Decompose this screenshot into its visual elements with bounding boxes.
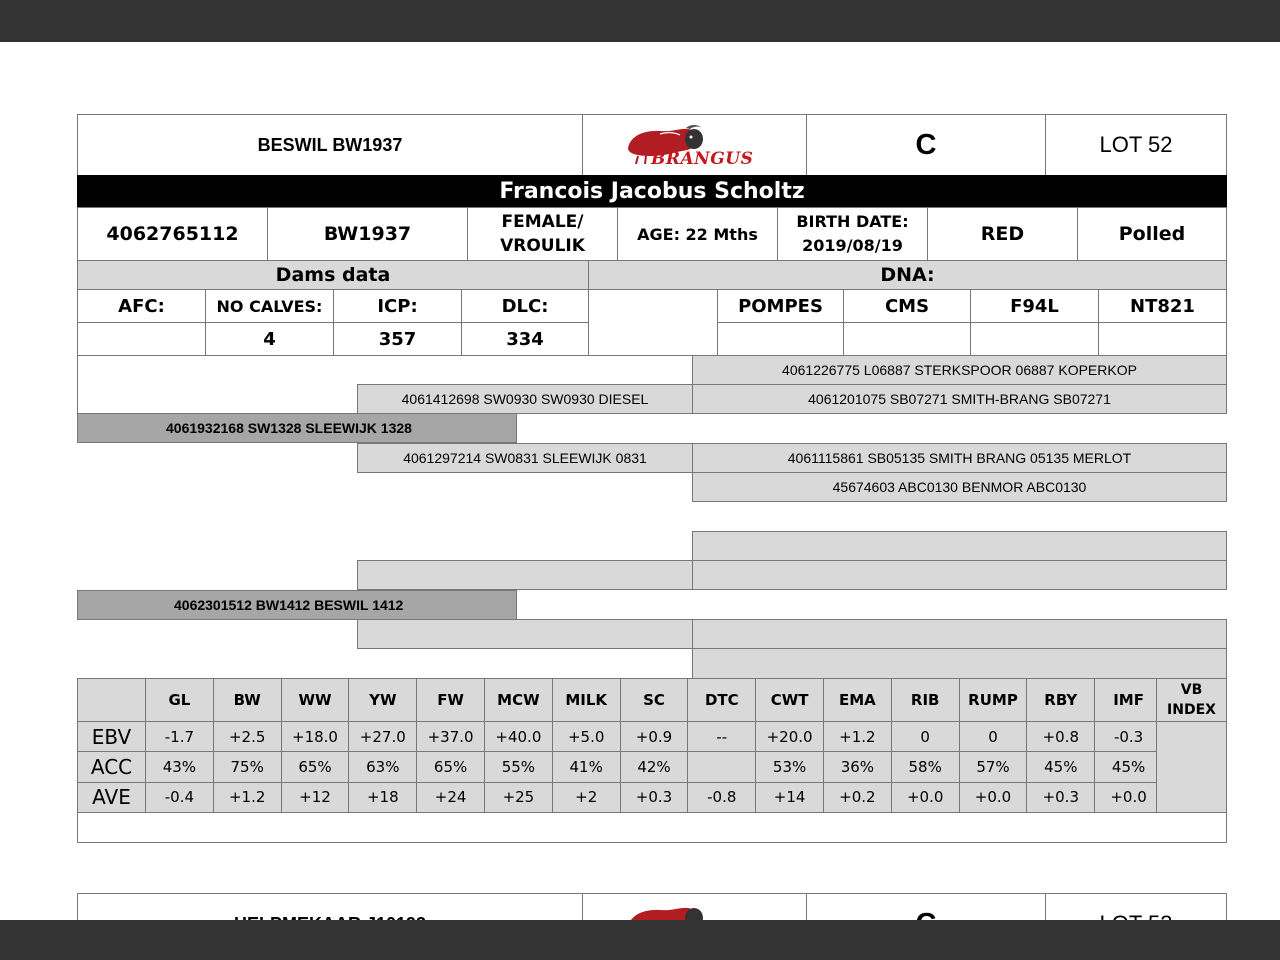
ebv-col-gl: GL xyxy=(145,678,214,722)
dna-label-nt821: NT821 xyxy=(1098,289,1227,323)
ebv-cell-ave-dtc: -0.8 xyxy=(687,782,756,813)
ebv-col-mcw: MCW xyxy=(484,678,553,722)
class-grade: C xyxy=(806,114,1046,176)
ebv-col-bw: BW xyxy=(213,678,282,722)
pedigree-dam-sire xyxy=(357,560,693,590)
birth-date xyxy=(777,207,928,261)
registration-number: 4062765112 xyxy=(77,207,268,261)
ebv-cell-ebv-dtc: -- xyxy=(687,721,756,752)
vb-index-line-2: INDEX xyxy=(1167,702,1216,718)
ebv-cell-acc-gl: 43% xyxy=(145,751,214,782)
ebv-cell-ebv-mcw: +40.0 xyxy=(484,721,553,752)
pedigree-dam-sire-dam xyxy=(692,560,1227,590)
animal-id: BW1937 xyxy=(267,207,468,261)
ebv-cell-acc-sc: 42% xyxy=(620,751,689,782)
ebv-cell-acc-ema: 36% xyxy=(823,751,892,782)
ebv-col-rib: RIB xyxy=(891,678,960,722)
ebv-cell-ave-rump: +0.0 xyxy=(959,782,1028,813)
ebv-cell-acc-rib: 58% xyxy=(891,751,960,782)
afc-label: AFC: xyxy=(77,289,206,323)
pedigree-dam-dam xyxy=(357,619,693,649)
dlc-label: DLC: xyxy=(461,289,589,323)
ebv-cell-ebv-cwt: +20.0 xyxy=(755,721,824,752)
birth-date-value: 2019/08/19 xyxy=(802,236,903,255)
ebv-cell-ave-fw: +24 xyxy=(416,782,485,813)
comments-row xyxy=(77,812,1227,843)
ebv-cell-ave-imf: +0.0 xyxy=(1094,782,1163,813)
ebv-cell-ebv-milk: +5.0 xyxy=(552,721,621,752)
ebv-cell-ebv-sc: +0.9 xyxy=(620,721,689,752)
ebv-cell-ave-milk: +2 xyxy=(552,782,621,813)
ebv-cell-acc-cwt: 53% xyxy=(755,751,824,782)
ebv-cell-ave-bw: +1.2 xyxy=(213,782,282,813)
pedigree-sire-dam: 4061297214 SW0831 SLEEWIJK 0831 xyxy=(357,443,693,473)
ebv-cell-ave-ema: +0.2 xyxy=(823,782,892,813)
sex-line-1: FEMALE/ xyxy=(501,212,584,232)
pedigree-dam-dam-dam xyxy=(692,648,1227,679)
vb-index-line-1: VB xyxy=(1180,682,1203,698)
dna-blank xyxy=(588,289,718,356)
ebv-cell-acc-dtc xyxy=(687,751,756,782)
ebv-col-sc: SC xyxy=(620,678,689,722)
age: AGE: 22 Mths xyxy=(617,207,778,261)
pedigree-sire-sire: 4061412698 SW0930 SW0930 DIESEL xyxy=(357,384,693,414)
ebv-cell-ebv-rump: 0 xyxy=(959,721,1028,752)
vb-index-value xyxy=(1156,721,1227,813)
ebv-col-ema: EMA xyxy=(823,678,892,722)
animal-name: BESWIL BW1937 xyxy=(77,114,583,176)
ebv-cell-ave-yw: +18 xyxy=(348,782,417,813)
dna-value-f94l xyxy=(970,322,1099,356)
pedigree-dam-sire-sire xyxy=(692,531,1227,561)
dna-label-cms: CMS xyxy=(843,289,971,323)
sex-line-2: VROULIK xyxy=(500,236,585,256)
dna-value-cms xyxy=(843,322,971,356)
icp-value: 357 xyxy=(333,322,462,356)
brangus-logo xyxy=(582,114,807,176)
ebv-row-label-acc: ACC xyxy=(77,751,146,782)
icp-label: ICP: xyxy=(333,289,462,323)
ebv-col-dtc: DTC xyxy=(687,678,756,722)
ebv-cell-ave-cwt: +14 xyxy=(755,782,824,813)
colour: RED xyxy=(927,207,1078,261)
afc-value xyxy=(77,322,206,356)
ebv-cell-ebv-rib: 0 xyxy=(891,721,960,752)
ebv-cell-acc-rby: 45% xyxy=(1026,751,1095,782)
pedigree-sire: 4061932168 SW1328 SLEEWIJK 1328 xyxy=(77,413,517,443)
ebv-col-milk: MILK xyxy=(552,678,621,722)
ebv-cell-ave-rby: +0.3 xyxy=(1026,782,1095,813)
pedigree-sire-dam-dam: 45674603 ABC0130 BENMOR ABC0130 xyxy=(692,472,1227,502)
ebv-cell-acc-ww: 65% xyxy=(281,751,350,782)
ebv-cell-acc-rump: 57% xyxy=(959,751,1028,782)
ebv-cell-ave-gl: -0.4 xyxy=(145,782,214,813)
sex xyxy=(467,207,618,261)
ebv-cell-ave-ww: +12 xyxy=(281,782,350,813)
dna-label-pompes: POMPES xyxy=(717,289,844,323)
dna-value-nt821 xyxy=(1098,322,1227,356)
ebv-cell-acc-mcw: 55% xyxy=(484,751,553,782)
pedigree-dam: 4062301512 BW1412 BESWIL 1412 xyxy=(77,590,517,620)
viewer-top-bar xyxy=(0,0,1280,42)
ebv-col-fw: FW xyxy=(416,678,485,722)
ebv-cell-ebv-imf: -0.3 xyxy=(1094,721,1163,752)
owner-banner: Francois Jacobus Scholtz xyxy=(77,175,1227,208)
pedigree-sire-sire-sire: 4061226775 L06887 STERKSPOOR 06887 KOPERKOP xyxy=(692,355,1227,385)
ebv-corner xyxy=(77,678,146,722)
pedigree-dam-dam-sire xyxy=(692,619,1227,649)
ebv-cell-ave-sc: +0.3 xyxy=(620,782,689,813)
dna-title: DNA: xyxy=(588,260,1227,290)
ebv-cell-ave-rib: +0.0 xyxy=(891,782,960,813)
ebv-cell-ebv-ema: +1.2 xyxy=(823,721,892,752)
ebv-col-rby: RBY xyxy=(1026,678,1095,722)
birth-date-label: BIRTH DATE: xyxy=(796,212,909,231)
logo-text: BRANGUS xyxy=(651,149,754,169)
viewer-bottom-bar xyxy=(0,920,1280,960)
ebv-cell-acc-yw: 63% xyxy=(348,751,417,782)
ebv-cell-acc-milk: 41% xyxy=(552,751,621,782)
ebv-cell-ebv-bw: +2.5 xyxy=(213,721,282,752)
pedigree-sire-sire-dam: 4061201075 SB07271 SMITH-BRANG SB07271 xyxy=(692,384,1227,414)
ebv-row-label-ebv: EBV xyxy=(77,721,146,752)
ebv-cell-acc-fw: 65% xyxy=(416,751,485,782)
dna-value-pompes xyxy=(717,322,844,356)
ebv-cell-ebv-fw: +37.0 xyxy=(416,721,485,752)
ebv-cell-acc-imf: 45% xyxy=(1094,751,1163,782)
ebv-col-ww: WW xyxy=(281,678,350,722)
no-calves-value: 4 xyxy=(205,322,334,356)
dams-data-title: Dams data xyxy=(77,260,589,290)
ebv-cell-ave-mcw: +25 xyxy=(484,782,553,813)
vb-index-header xyxy=(1156,678,1227,722)
ebv-cell-ebv-ww: +18.0 xyxy=(281,721,350,752)
pedigree-sire-dam-sire: 4061115861 SB05135 SMITH BRANG 05135 MERLOT xyxy=(692,443,1227,473)
dlc-value: 334 xyxy=(461,322,589,356)
horn-status: Polled xyxy=(1077,207,1227,261)
ebv-cell-acc-bw: 75% xyxy=(213,751,282,782)
dna-label-f94l: F94L xyxy=(970,289,1099,323)
ebv-col-yw: YW xyxy=(348,678,417,722)
ebv-cell-ebv-yw: +27.0 xyxy=(348,721,417,752)
ebv-col-imf: IMF xyxy=(1094,678,1163,722)
ebv-col-rump: RUMP xyxy=(959,678,1028,722)
ebv-cell-ebv-rby: +0.8 xyxy=(1026,721,1095,752)
no-calves-label: NO CALVES: xyxy=(205,289,334,323)
ebv-col-cwt: CWT xyxy=(755,678,824,722)
ebv-row-label-ave: AVE xyxy=(77,782,146,813)
ebv-cell-ebv-gl: -1.7 xyxy=(145,721,214,752)
lot-number: LOT 52 xyxy=(1045,114,1227,176)
